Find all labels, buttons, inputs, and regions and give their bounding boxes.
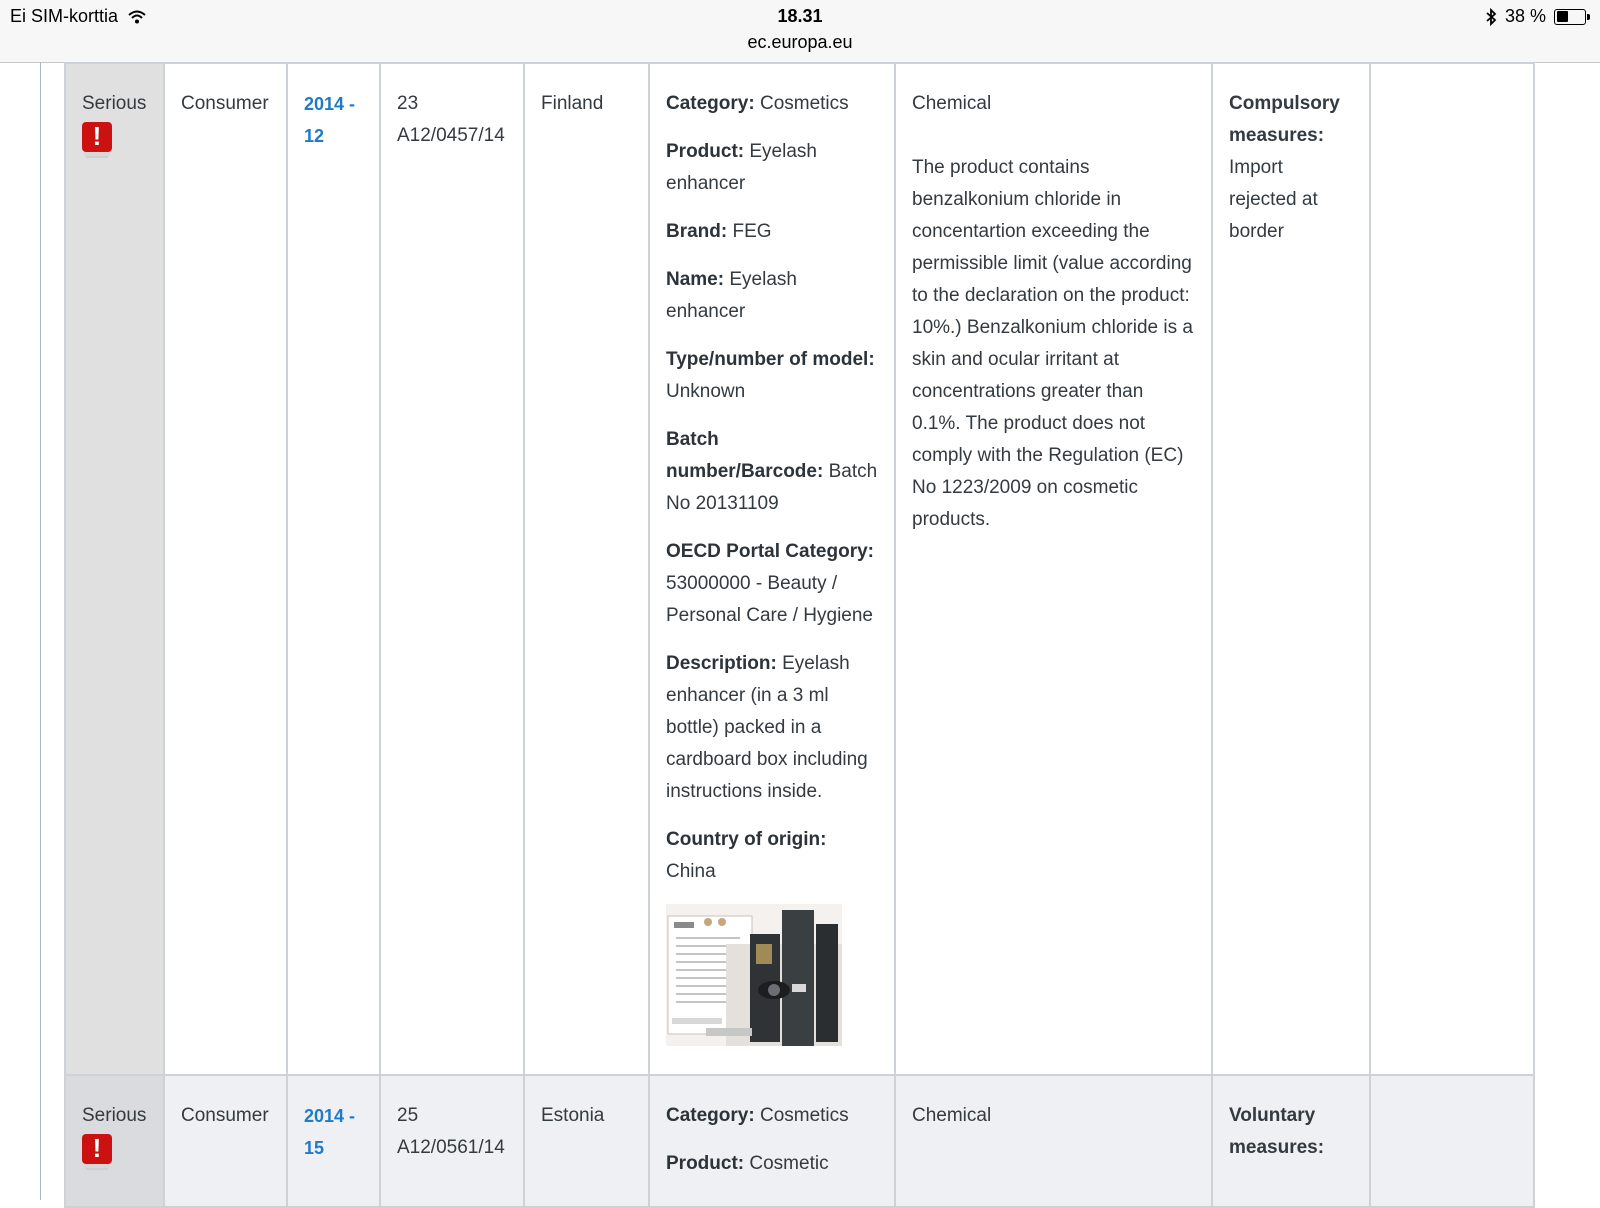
product-field-label: Name:	[666, 269, 725, 290]
product-field	[666, 344, 878, 408]
notifications-table	[64, 62, 1535, 1208]
risk-audience-cell	[164, 63, 287, 1075]
reference-code: A12/0457/14	[397, 125, 505, 146]
product-field-label: Batch number/Barcode:	[666, 429, 824, 482]
status-bar-right	[1485, 6, 1586, 27]
risk-cell	[895, 1075, 1212, 1207]
product-image[interactable]	[666, 904, 842, 1046]
notifying-country: Finland	[541, 93, 604, 114]
product-field	[666, 824, 878, 888]
measures-label: Voluntary measures:	[1229, 1105, 1325, 1158]
notification-number: 23	[397, 93, 419, 114]
status-bar	[0, 0, 1600, 63]
warning-icon	[82, 1134, 112, 1164]
table-row	[65, 63, 1534, 1075]
product-field-label: Description:	[666, 653, 777, 674]
page-frame-left	[40, 62, 41, 1200]
risk-level: Serious	[82, 93, 147, 114]
risk-level: Serious	[82, 1105, 147, 1126]
product-field-label: Product:	[666, 1153, 745, 1174]
measures-label: Compulsory measures:	[1229, 93, 1340, 146]
risk-category: Chemical	[912, 1105, 992, 1126]
product-field-label: OECD Portal Category:	[666, 541, 874, 562]
product-field-value: Cosmetic	[744, 1153, 829, 1174]
product-field	[666, 536, 878, 632]
product-field	[666, 264, 878, 328]
product-field	[666, 216, 878, 248]
measures-cell	[1212, 1075, 1370, 1207]
measures-value: Import rejected at border	[1229, 157, 1318, 242]
risk-description: The product contains benzalkonium chloride in concentartion exceeding the permissible limit (value according to the declaration on the product: 10%.) Benzalkonium chloride is a skin and ocular irritant at concentrations greater than 0.1%. The product does not comply with the Regulation (EC) No 1223/2009 on cosmetic products.	[912, 157, 1193, 530]
product-field-label: Category:	[666, 93, 755, 114]
clock: 18.31	[777, 6, 823, 26]
country-cell	[524, 1075, 649, 1207]
product-field	[666, 88, 878, 120]
product-field-value: Eyelash enhancer	[666, 269, 797, 322]
product-field-label: Category:	[666, 1105, 755, 1126]
battery-percent: 38 %	[1504, 6, 1546, 26]
product-field-value: China	[666, 861, 716, 882]
risk-audience: Consumer	[181, 93, 269, 114]
risk-level-cell	[65, 63, 164, 1075]
product-field-value: 53000000 - Beauty / Personal Care / Hygiene	[666, 573, 873, 626]
product-field	[666, 424, 878, 520]
reference-cell	[380, 1075, 524, 1207]
product-field-value: FEG	[727, 221, 772, 242]
reference-code: A12/0561/14	[397, 1137, 505, 1158]
bluetooth-icon	[1485, 8, 1497, 26]
risk-category: Chemical	[912, 93, 992, 114]
url-bar[interactable]: ec.europa.eu	[747, 32, 853, 52]
reference-cell	[380, 63, 524, 1075]
battery-icon	[1554, 9, 1586, 25]
notifying-country: Estonia	[541, 1105, 605, 1126]
product-field	[666, 1148, 878, 1180]
notification-number: 25	[397, 1105, 419, 1126]
week-cell[interactable]	[287, 1075, 380, 1207]
product-field-label: Country of origin:	[666, 829, 827, 850]
product-field-label: Type/number of model:	[666, 349, 875, 370]
product-field-label: Product:	[666, 141, 745, 162]
product-field-value: Cosmetics	[754, 93, 849, 114]
measures-cell	[1212, 63, 1370, 1075]
product-cell	[649, 63, 895, 1075]
risk-cell	[895, 63, 1212, 1075]
product-field-value: Eyelash enhancer (in a 3 ml bottle) packed in a cardboard box including instructions inside.	[666, 653, 868, 802]
product-field-value: Eyelash enhancer	[666, 141, 817, 194]
week-cell[interactable]	[287, 63, 380, 1075]
risk-audience-cell	[164, 1075, 287, 1207]
product-fields	[666, 88, 878, 888]
empty-cell	[1370, 1075, 1534, 1207]
product-fields	[666, 1100, 878, 1180]
product-field	[666, 136, 878, 200]
country-cell	[524, 63, 649, 1075]
product-field-value: Cosmetics	[754, 1105, 849, 1126]
week-link[interactable]: 2014 - 12	[304, 94, 356, 146]
product-field-value: Unknown	[666, 381, 746, 402]
table-row	[65, 1075, 1534, 1207]
risk-level-cell	[65, 1075, 164, 1207]
carrier-label: Ei SIM-korttia	[10, 6, 119, 26]
empty-cell	[1370, 63, 1534, 1075]
product-field	[666, 648, 878, 808]
product-field	[666, 1100, 878, 1132]
risk-audience: Consumer	[181, 1105, 269, 1126]
week-link[interactable]: 2014 - 15	[304, 1106, 356, 1158]
product-field-value: Batch No 20131109	[666, 461, 878, 514]
product-field-label: Brand:	[666, 221, 728, 242]
product-cell	[649, 1075, 895, 1207]
warning-icon	[82, 122, 112, 152]
